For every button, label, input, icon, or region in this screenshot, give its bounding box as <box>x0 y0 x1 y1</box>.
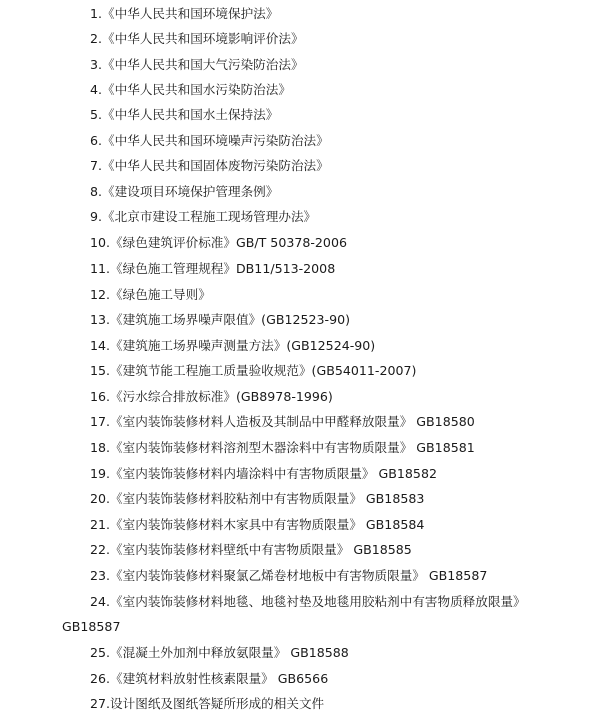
item-text: 《中华人民共和国水土保持法》 <box>102 107 279 122</box>
list-item <box>90 209 594 225</box>
item-number: 9. <box>90 209 103 224</box>
item-text: 《建筑节能工程施工质量验收规范》(GB54011-2007) <box>110 363 417 378</box>
list-item <box>90 158 594 174</box>
item-text: 《室内装饰装修材料胶粘剂中有害物质限量》 GB18583 <box>110 491 425 506</box>
list-item <box>90 261 594 277</box>
list-item <box>90 389 594 405</box>
item-number: 4. <box>90 82 103 97</box>
item-number: 25. <box>90 645 111 660</box>
item-text: 《室内装饰装修材料溶剂型木器涂料中有害物质限量》 GB18581 <box>110 440 475 455</box>
item-text: 《室内装饰装修材料聚氯乙烯卷材地板中有害物质限量》 GB18587 <box>110 568 488 583</box>
item-text: 《建筑施工场界噪声测量方法》(GB12524-90) <box>110 338 376 353</box>
list-item <box>90 696 594 712</box>
item-text: 《建筑材料放射性核素限量》 GB6566 <box>110 671 329 686</box>
item-text: 《中华人民共和国水污染防治法》 <box>102 82 291 97</box>
list-item <box>90 6 594 22</box>
item-number: 18. <box>90 440 111 455</box>
item-number: 19. <box>90 466 111 481</box>
item-text: 《中华人民共和国大气污染防治法》 <box>102 57 304 72</box>
list-item <box>90 235 594 251</box>
list-item <box>90 107 594 123</box>
item-number: 2. <box>90 31 103 46</box>
item-text: 《室内装饰装修材料内墙涂料中有害物质限量》 GB18582 <box>110 466 437 481</box>
list-item <box>90 82 594 98</box>
list-item <box>90 287 594 303</box>
list-item <box>90 31 594 47</box>
item-number: 6. <box>90 133 103 148</box>
item-text: 《室内装饰装修材料壁纸中有害物质限量》 GB18585 <box>110 542 412 557</box>
list-item <box>90 491 594 507</box>
item-number: 1. <box>90 6 103 21</box>
item-number: 14. <box>90 338 111 353</box>
list-item <box>90 414 594 430</box>
item-text: 《中华人民共和国环境噪声污染防治法》 <box>102 133 329 148</box>
item-text: 《中华人民共和国环境保护法》 <box>102 6 279 21</box>
item-text: 《污水综合排放标准》(GB8978-1996) <box>110 389 333 404</box>
item-text: 《中华人民共和国固体废物污染防治法》 <box>102 158 329 173</box>
list-item <box>90 517 594 533</box>
list-item <box>90 594 594 610</box>
item-number: 27. <box>90 696 111 711</box>
item-text: 设计图纸及图纸答疑所形成的相关文件 <box>110 696 325 711</box>
list-item <box>90 363 594 379</box>
item-number: 20. <box>90 491 111 506</box>
item-number: 17. <box>90 414 111 429</box>
item-text: 《建设项目环境保护管理条例》 <box>102 184 279 199</box>
item-number: 13. <box>90 312 111 327</box>
item-text: 《室内装饰装修材料木家具中有害物质限量》 GB18584 <box>110 517 425 532</box>
item-number: 21. <box>90 517 111 532</box>
item-text: 《绿色施工管理规程》DB11/513-2008 <box>110 261 336 276</box>
item-number: 15. <box>90 363 111 378</box>
item-text: 《北京市建设工程施工现场管理办法》 <box>102 209 317 224</box>
list-item <box>90 568 594 584</box>
item-number: 11. <box>90 261 111 276</box>
list-item <box>90 312 594 328</box>
list-item <box>90 466 594 482</box>
list-item <box>90 133 594 149</box>
item-number: 24. <box>90 594 111 609</box>
item-text: 《混凝土外加剂中释放氨限量》 GB18588 <box>110 645 349 660</box>
list-item <box>90 338 594 354</box>
item-number: 23. <box>90 568 111 583</box>
item-number: 16. <box>90 389 111 404</box>
item-text: 《中华人民共和国环境影响评价法》 <box>102 31 304 46</box>
item-text: 《室内装饰装修材料地毯、地毯衬垫及地毯用胶粘剂中有害物质释放限量》 <box>110 594 526 609</box>
item-number: 7. <box>90 158 103 173</box>
list-item-continuation <box>62 619 594 635</box>
item-number: 10. <box>90 235 111 250</box>
list-item <box>90 440 594 456</box>
list-item <box>90 57 594 73</box>
list-item <box>90 542 594 558</box>
item-number: 12. <box>90 287 111 302</box>
item-number: 22. <box>90 542 111 557</box>
list-item <box>90 671 594 687</box>
item-text: 《绿色建筑评价标准》GB/T 50378-2006 <box>110 235 347 250</box>
item-number: 3. <box>90 57 103 72</box>
item-text: 《建筑施工场界噪声限值》(GB12523-90) <box>110 312 351 327</box>
item-text: 《绿色施工导则》 <box>110 287 211 302</box>
item-text: 《室内装饰装修材料人造板及其制品中甲醛释放限量》 GB18580 <box>110 414 475 429</box>
list-item <box>90 645 594 661</box>
item-text: GB18587 <box>62 619 121 634</box>
item-number: 8. <box>90 184 103 199</box>
item-number: 5. <box>90 107 103 122</box>
list-item <box>90 184 594 200</box>
item-number: 26. <box>90 671 111 686</box>
